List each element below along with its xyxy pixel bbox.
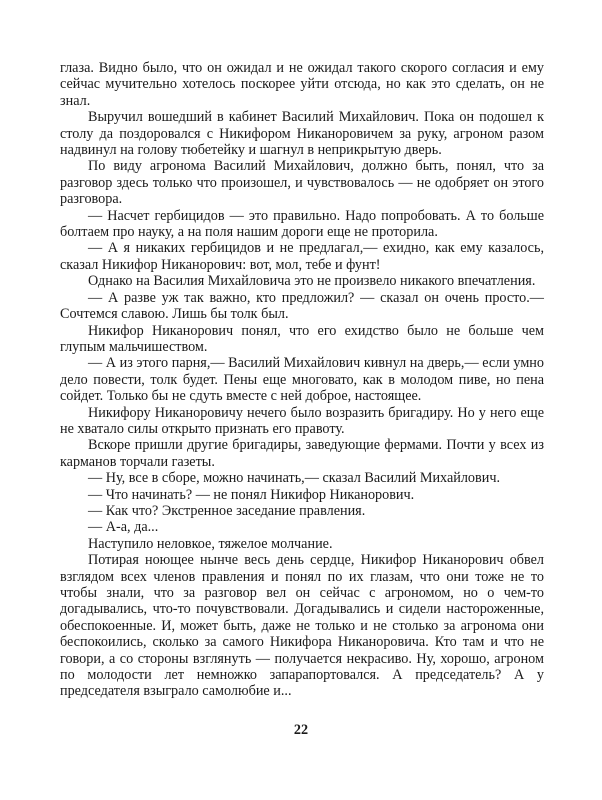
paragraph-17: Потирая ноющее нынче весь день сердце, Никифор Никанорович обвел взглядом всех членов правления и понял по их глазам, что они тоже не то чтобы знали, что за разговор вел он сейчас с агрономом, но о чем-то догадывались, что-то почувствовали. Догадывались и сидели настороженные, обеспокоенные. И, может быть, даже не только и не столько за агронома они беспокоились, сколько за самого Никифора Никаноровича. Кто там и что не говори, а со стороны взглянуть — получается некрасиво. Ну, хорошо, агроном по молодости лет немножко запарапортовался. А председатель? А у председателя взыграло самолюбие и... [60, 552, 544, 700]
paragraph-15: — А-а, да... [88, 519, 159, 536]
paragraph-12: — Ну, все в сборе, можно начинать,— сказал Василий Михайлович. [88, 470, 501, 487]
paragraph-4: — Насчет гербицидов — это правильно. Надо попробовать. А то больше болтаем про науку, а на поля нашим дороги еще не проторила. [60, 207, 544, 241]
page-text [60, 60, 544, 700]
paragraph-13: — Что начинать? — не понял Никифор Никанорович. [88, 486, 415, 503]
paragraph-16: Наступило неловкое, тяжелое молчание. [88, 535, 333, 552]
paragraph-5: — А я никаких гербицидов и не предлагал,— ехидно, как ему казалось, сказал Никифор Никанорович: вот, мол, тебе и фунт! [60, 240, 544, 273]
page-number: 22 [293, 722, 309, 738]
paragraph-9: — А из этого парня,— Василий Михайлович кивнул на дверь,— если умно дело повести, толк будет. Пены еще многовато, как в молодом пиве, но пена сойдет. Только бы не сдуть вместе с ней доброе, настоящее. [60, 355, 544, 405]
paragraph-3: По виду агронома Василий Михайлович, должно быть, понял, что за разговор здесь только что произошел, и чувствовалось — не одобряет он этого разговора. [60, 158, 544, 208]
paragraph-8: Никифор Никанорович понял, что его ехидство было не больше чем глупым мальчишеством. [60, 322, 544, 355]
paragraph-2: Выручил вошедший в кабинет Василий Михайлович. Пока он подошел к столу да поздоровался с Никифором Никаноровичем за руку, агроном разом надвинул на голову тюбетейку и шагнул в неприкрытую дверь. [60, 109, 544, 159]
paragraph-6: Однако на Василия Михайловича это не произвело никакого впечатления. [88, 273, 536, 290]
paragraph-11: Вскоре пришли другие бригадиры, заведующие фермами. Почти у всех из карманов торчали газеты. [60, 437, 544, 470]
paragraph-10: Никифору Никаноровичу нечего было возразить бригадиру. Но у него еще не хватало силы открыто признать его правоту. [60, 404, 544, 437]
paragraph-14: — Как что? Экстренное заседание правления. [88, 502, 366, 519]
paragraph-1: глаза. Видно было, что он ожидал и не ожидал такого скорого согласия и ему сейчас мучительно хотелось поскорее уйти отсюда, но как это сделать, он не знал. [60, 60, 544, 109]
paragraph-7: — А разве уж так важно, кто предложил? — сказал он очень просто.— Сочтемся славою. Лишь бы толк был. [60, 289, 544, 323]
